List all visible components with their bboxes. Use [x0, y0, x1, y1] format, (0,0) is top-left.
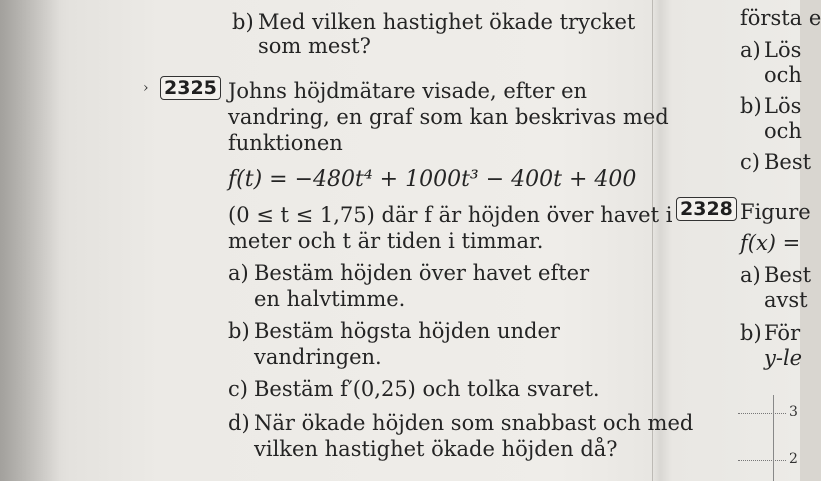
- part-b-label: b): [228, 319, 250, 343]
- right-a-line2: och: [764, 63, 802, 87]
- graph-gridline-3: [738, 413, 786, 414]
- problem-2328-b-label: b): [740, 321, 762, 345]
- right-line1: första e: [740, 6, 821, 30]
- problem-2325-intro-line2: vandring, en graf som kan beskrivas med: [228, 105, 669, 129]
- prev-part-b-label: b): [232, 10, 254, 34]
- problem-2325-domain-line2: meter och t är tiden i timmar.: [228, 229, 544, 253]
- part-c-label: c): [228, 377, 248, 401]
- difficulty-marker: ›: [143, 80, 149, 96]
- right-b-line1: Lös: [764, 94, 802, 118]
- right-a-line1: Lös: [764, 38, 802, 62]
- part-a-label: a): [228, 261, 249, 285]
- graph-tick-2: 2: [789, 451, 798, 467]
- part-c-line1: Bestäm f′(0,25) och tolka svaret.: [254, 377, 600, 401]
- problem-2325-formula: f(t) = −480t⁴ + 1000t³ − 400t + 400: [228, 167, 637, 192]
- problem-2328-b-line1: För: [764, 321, 801, 345]
- right-a-label: a): [740, 38, 761, 62]
- right-c-label: c): [740, 150, 760, 174]
- problem-2328-intro: Figure: [740, 200, 811, 224]
- problem-number-2328: 2328: [676, 197, 737, 221]
- part-d-line1: När ökade höjden som snabbast och med: [254, 411, 694, 435]
- problem-2328-b-line2: y-le: [764, 346, 803, 370]
- prev-part-b-line1: Med vilken hastighet ökade trycket: [258, 10, 636, 34]
- spine-shadow: [0, 0, 60, 481]
- graph-y-axis: [773, 395, 774, 481]
- part-b-line2: vandringen.: [254, 345, 382, 369]
- graph-tick-3: 3: [789, 404, 798, 420]
- prev-part-b-line2: som mest?: [258, 34, 371, 58]
- column-divider: [652, 0, 653, 481]
- problem-2325-domain-line1: (0 ≤ t ≤ 1,75) där f är höjden över havet i: [228, 203, 673, 227]
- problem-number-2325: 2325: [160, 76, 221, 100]
- graph-gridline-2: [738, 460, 786, 461]
- problem-2328-a-label: a): [740, 263, 761, 287]
- right-b-label: b): [740, 94, 762, 118]
- right-c-line1: Best: [764, 150, 812, 174]
- part-a-line1: Bestäm höjden över havet efter: [254, 261, 590, 285]
- problem-2325-intro-line1: Johns höjdmätare visade, efter en: [228, 79, 588, 103]
- problem-2328-a-line2: avst: [764, 288, 808, 312]
- part-d-line2: vilken hastighet ökade höjden då?: [254, 437, 618, 461]
- right-b-line2: och: [764, 119, 802, 143]
- part-a-line2: en halvtimme.: [254, 287, 406, 311]
- part-d-label: d): [228, 411, 250, 435]
- problem-2328-formula: f(x) =: [740, 231, 801, 255]
- part-b-line1: Bestäm högsta höjden under: [254, 319, 560, 343]
- problem-2328-a-line1: Best: [764, 263, 812, 287]
- problem-2325-intro-line3: funktionen: [228, 131, 343, 155]
